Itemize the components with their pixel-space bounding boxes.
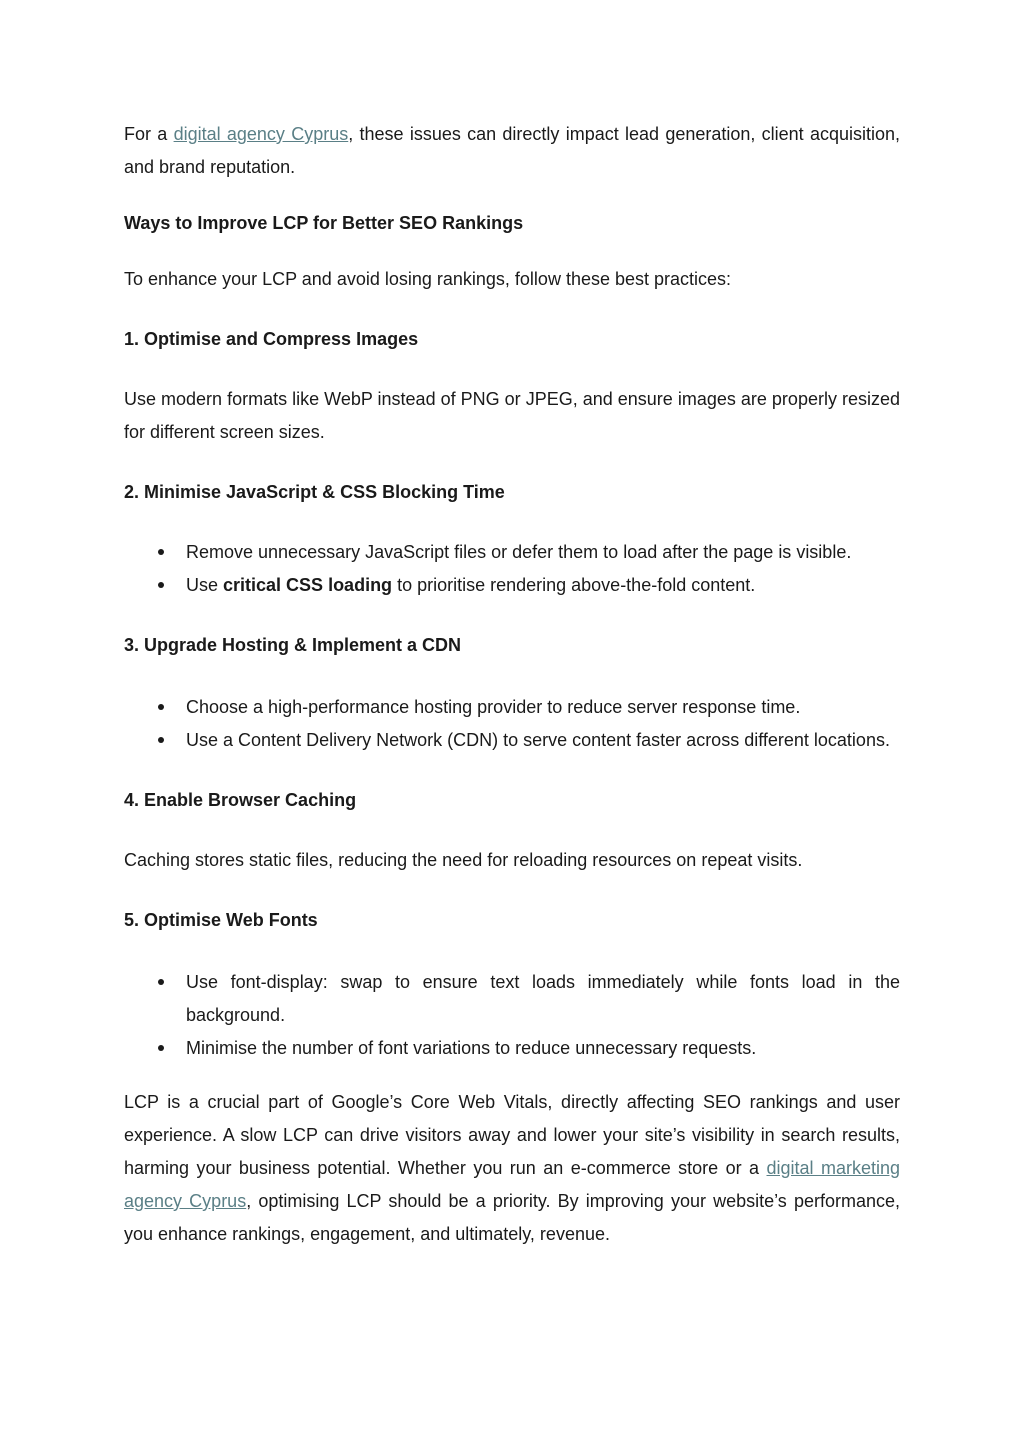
- section-4-heading: 4. Enable Browser Caching: [124, 790, 357, 810]
- section-1-paragraph: Use modern formats like WebP instead of PNG or JPEG, and ensure images are properly resized for different screen sizes.: [124, 389, 900, 442]
- section-2-list: [124, 536, 900, 602]
- main-heading: Ways to Improve LCP for Better SEO Rankings: [124, 213, 524, 233]
- list-item: [124, 724, 900, 757]
- section-5-list: [124, 966, 900, 1065]
- section-3-heading: 3. Upgrade Hosting & Implement a CDN: [124, 635, 462, 655]
- bullet-icon: [158, 582, 164, 588]
- conclusion-text-end: , optimising LCP should be a priority. By improving your website’s performance, you enhance rankings, engagement, and ultimately, revenue.: [124, 1191, 900, 1244]
- section-2-heading: 2. Minimise JavaScript & CSS Blocking Time: [124, 482, 505, 502]
- list-item-text: Remove unnecessary JavaScript files or defer them to load after the page is visible.: [186, 542, 852, 562]
- bullet-icon: [158, 979, 164, 985]
- list-item: [124, 691, 900, 724]
- document-body: [124, 118, 900, 1251]
- conclusion-paragraph: [124, 1086, 900, 1251]
- bullet-icon: [158, 737, 164, 743]
- list-item: [124, 569, 900, 602]
- section-1-heading: 1. Optimise and Compress Images: [124, 329, 419, 349]
- conclusion-text: LCP is a crucial part of Google’s Core Web Vitals, directly affecting SEO rankings and user experience. A slow LCP can drive visitors away and lower your site’s visibility in search results, harming your business potential. Whether you run an e-commerce store or a: [124, 1092, 900, 1178]
- bold-term: critical CSS loading: [223, 575, 393, 595]
- list-item-text: Use: [186, 575, 224, 595]
- list-item-text: Minimise the number of font variations to reduce unnecessary requests.: [186, 1038, 757, 1058]
- digital-agency-link[interactable]: digital agency Cyprus: [173, 124, 349, 144]
- list-item: [124, 536, 900, 569]
- section-4-paragraph: Caching stores static files, reducing the need for reloading resources on repeat visits.: [124, 850, 803, 870]
- list-item-text: Choose a high-performance hosting provider to reduce server response time.: [186, 697, 801, 717]
- list-item: [124, 1032, 900, 1065]
- bullet-icon: [158, 549, 164, 555]
- intro-text-end: , these issues can directly impact lead generation, client acquisition, and brand reputation.: [124, 124, 901, 177]
- intro-text: For a: [124, 124, 174, 144]
- list-item: [124, 966, 900, 1032]
- section-5-heading: 5. Optimise Web Fonts: [124, 910, 318, 930]
- intro-practices: To enhance your LCP and avoid losing rankings, follow these best practices:: [124, 269, 732, 289]
- section-3-list: [124, 691, 900, 757]
- bullet-icon: [158, 1045, 164, 1051]
- bullet-icon: [158, 704, 164, 710]
- list-item-text-end: to prioritise rendering above-the-fold content.: [392, 575, 756, 595]
- list-item-text: Use font-display: swap to ensure text loads immediately while fonts load in the background.: [186, 972, 900, 1025]
- intro-paragraph: [124, 118, 900, 184]
- digital-marketing-agency-link[interactable]: digital marketing agency Cyprus: [124, 1158, 900, 1211]
- list-item-text: Use a Content Delivery Network (CDN) to serve content faster across different locations.: [186, 730, 890, 750]
